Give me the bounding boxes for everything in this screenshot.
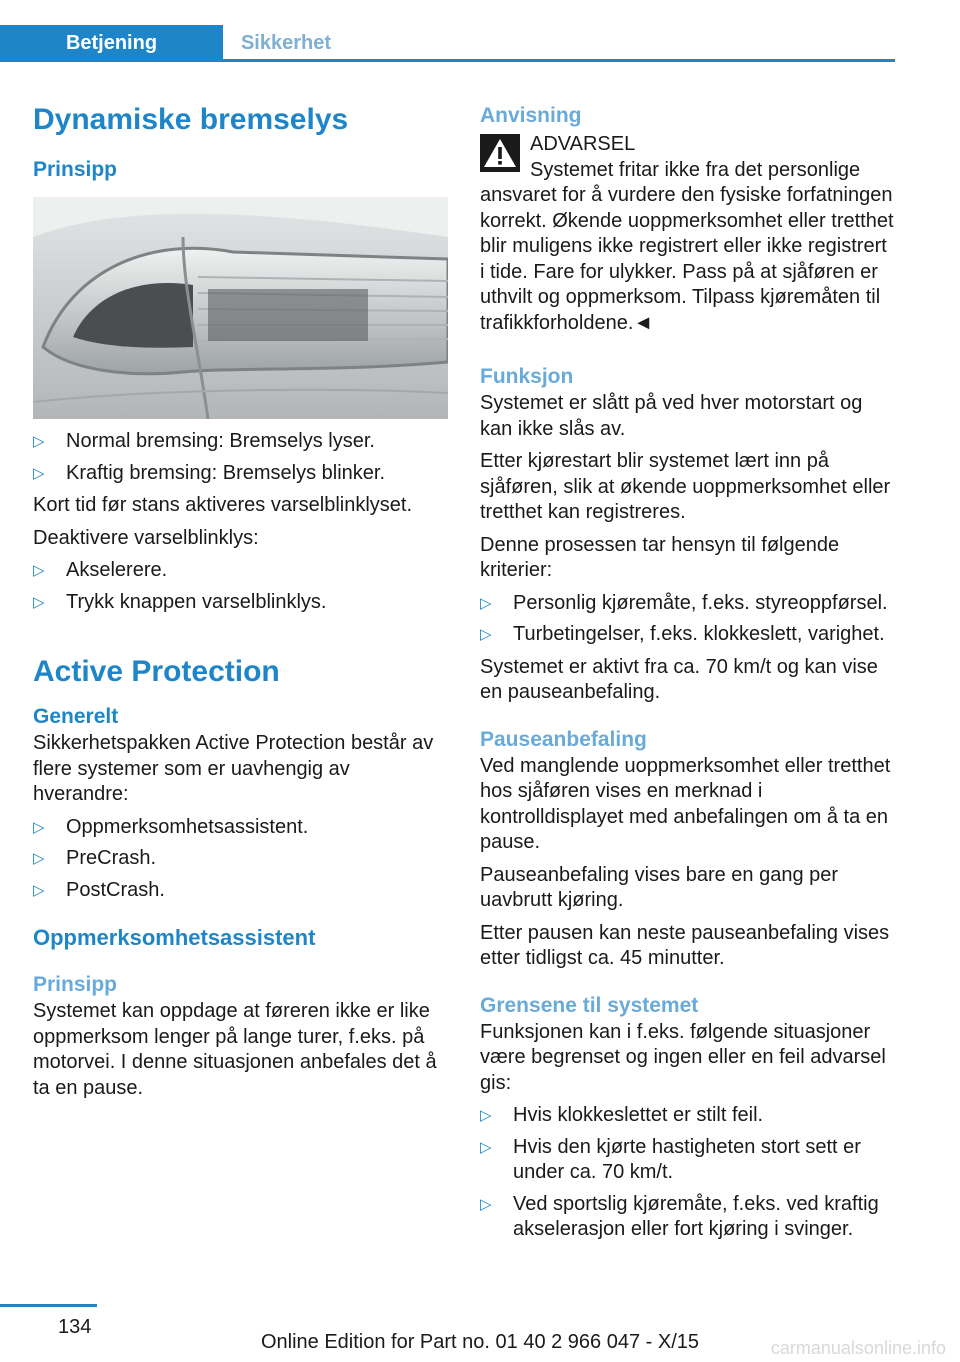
- tab-sikkerhet[interactable]: Sikkerhet: [240, 32, 332, 54]
- tab-bar: [0, 25, 895, 61]
- systems-list: [33, 815, 448, 904]
- right-column: [480, 100, 896, 1243]
- section-title-active-protection: Active Protection: [33, 655, 280, 688]
- page-number: 134: [58, 1316, 92, 1338]
- list-item: ▷ Turbetingelser, f.eks. klokkeslett, varighet.: [480, 622, 896, 648]
- list-item: ▷ Hvis klokkeslettet er stilt feil.: [480, 1103, 896, 1129]
- deactivate-label: Deaktivere varselblinklys:: [33, 526, 259, 549]
- tail-light-illustration: [33, 197, 448, 419]
- footer-rule: [0, 1304, 97, 1307]
- list-item: ▷ Ved sportslig kjøremåte, f.eks. ved kraftig akselerasjon eller fort kjøring i svinger.: [480, 1192, 879, 1240]
- list-item: ▷ Normal bremsing: Bremselys lyser.: [33, 429, 448, 455]
- pause-p2: Pauseanbefaling vises bare en gang per uavbrutt kjøring.: [480, 863, 839, 911]
- triangle-bullet-icon: ▷: [33, 433, 45, 450]
- heading-principle: Prinsipp: [33, 158, 118, 181]
- triangle-bullet-icon: ▷: [480, 626, 492, 643]
- triangle-bullet-icon: ▷: [33, 593, 45, 611]
- deactivate-list: [33, 558, 448, 615]
- function-p4: Systemet er aktivt fra ca. 70 km/t og kan vise en pauseanbefaling.: [480, 655, 878, 703]
- watermark: carmanualsonline.info: [770, 1338, 946, 1358]
- heading-pause-recommendation: Pauseanbefaling: [480, 727, 647, 751]
- triangle-bullet-icon: ▷: [480, 1195, 492, 1213]
- left-column: [33, 100, 448, 1101]
- triangle-bullet-icon: ▷: [33, 562, 45, 579]
- limits-list: [480, 1103, 896, 1243]
- function-p2: Etter kjørestart blir systemet lært inn på sjåføren, slik at økende uoppmerksomhet eller tretthet kan registreres.: [480, 450, 891, 523]
- function-p3: Denne prosessen tar hensyn til følgende kriterier:: [480, 533, 840, 581]
- heading-general: Generelt: [33, 705, 119, 728]
- list-item: ▷ PostCrash.: [33, 878, 448, 904]
- triangle-bullet-icon: ▷: [33, 464, 45, 482]
- list-item: ▷ Oppmerksomhetsassistent.: [33, 815, 448, 841]
- triangle-bullet-icon: ▷: [480, 594, 492, 612]
- function-p1: Systemet er slått på ved hver motorstart og kan ikke slås av.: [480, 392, 863, 440]
- list-item: ▷ Kraftig bremsing: Bremselys blinker.: [33, 461, 448, 487]
- triangle-bullet-icon: ▷: [33, 818, 45, 836]
- heading-attention-assistant: Oppmerksomhetsassistent: [33, 925, 316, 950]
- heading-function: Funksjon: [480, 365, 574, 388]
- section-title-dynamic-brake-lights: Dynamiske bremselys: [33, 103, 349, 136]
- warning-triangle-icon: [480, 134, 520, 172]
- triangle-bullet-icon: ▷: [33, 850, 45, 867]
- tab-underline: [0, 59, 895, 62]
- heading-assist-principle: Prinsipp: [33, 973, 118, 996]
- general-text: Sikkerhetspakken Active Protection består av flere systemer som er uavhengig av hverandre:: [33, 732, 434, 805]
- list-item: ▷ Personlig kjøremåte, f.eks. styreoppførsel.: [480, 591, 896, 617]
- assist-text: Systemet kan oppdage at føreren ikke er like oppmerksom lenger på lange turer, f.eks. på motorvei. I denne situasjonen anbefales det å ta en pause.: [33, 1000, 437, 1099]
- warning-label: ADVARSEL: [530, 133, 636, 155]
- brake-list: [33, 429, 448, 486]
- criteria-list: [480, 591, 896, 648]
- heading-note: Anvisning: [480, 104, 582, 127]
- list-item: ▷ Akselerere.: [33, 558, 448, 584]
- triangle-bullet-icon: ▷: [480, 1138, 492, 1156]
- list-item: ▷ Trykk knappen varselblinklys.: [33, 590, 448, 616]
- list-item: ▷ Hvis den kjørte hastigheten stort sett er under ca. 70 km/t.: [480, 1135, 861, 1183]
- triangle-bullet-icon: ▷: [33, 881, 45, 899]
- pause-p3: Etter pausen kan neste pauseanbefaling vises etter tidligst ca. 45 minutter.: [480, 921, 890, 969]
- edition-line: Online Edition for Part no. 01 40 2 966 047 - X/15: [260, 1331, 700, 1353]
- limits-text: Funksjonen kan i f.eks. følgende situasjoner være begrenset og ingen eller en feil advarsel gis:: [480, 1020, 886, 1094]
- brake-note: Kort tid før stans aktiveres varselblinklyset.: [33, 494, 413, 516]
- list-item: ▷ PreCrash.: [33, 846, 448, 872]
- warning-text: Systemet fritar ikke fra det personlige ansvaret for å vurdere den fysiske forfatningen korrekt. Økende uoppmerksomhet eller tretthet blir muligens ikke registrert eller ikke registrert i tide. Fare for ulykker. Pass på at sjåføren er uthvilt og oppmerksom. Tilpass kjøremåten til trafikkforholdene.◄: [480, 158, 894, 334]
- warning-box: [480, 132, 896, 336]
- heading-system-limits: Grensene til systemet: [480, 993, 699, 1017]
- pause-p1: Ved manglende uoppmerksomhet eller tretthet hos sjåføren vises en merknad i kontrolldisplayet med anbefalingen om å ta en pause.: [480, 754, 891, 853]
- triangle-bullet-icon: ▷: [480, 1107, 492, 1124]
- tab-betjening[interactable]: Betjening: [0, 25, 223, 61]
